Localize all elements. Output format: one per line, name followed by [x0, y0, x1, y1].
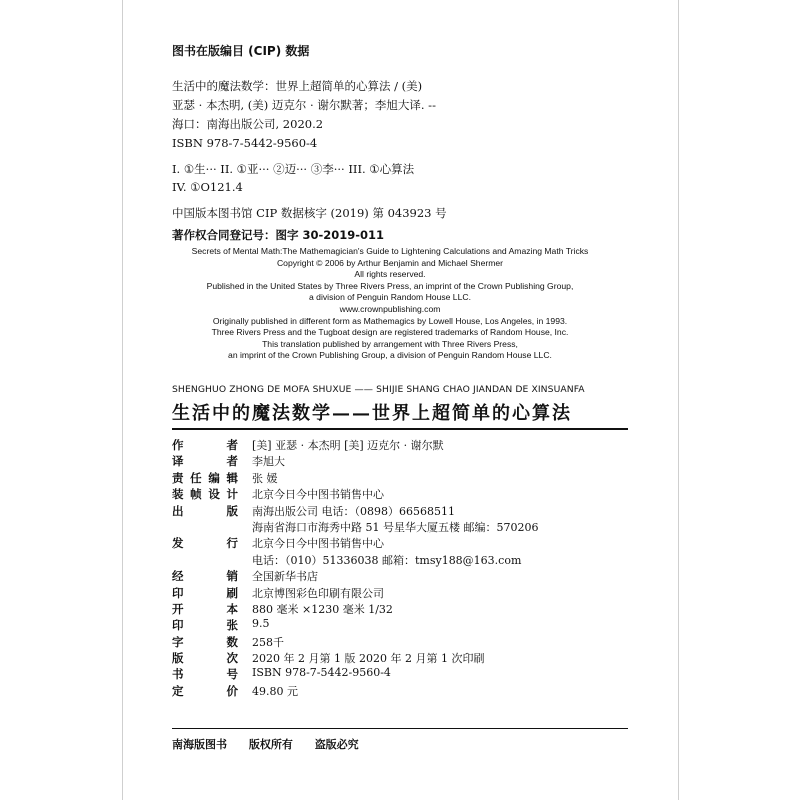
cip-heading: 图书在版编目 (CIP) 数据	[172, 44, 310, 58]
info-row	[172, 437, 628, 453]
info-value: 北京今日今中图书销售中心	[252, 537, 384, 551]
footer-text: 盗版必究	[314, 738, 359, 751]
info-row	[172, 552, 628, 568]
info-row	[172, 503, 628, 519]
cip-line: 海口：南海出版公司, 2020.2	[172, 117, 324, 131]
copyright-line: Published in the United States by Three Rivers Press, an imprint of the Crown Publishing Group,	[206, 280, 574, 291]
info-value: 全国新华书店	[252, 570, 318, 584]
footer-divider	[172, 728, 628, 729]
title-divider	[172, 428, 628, 430]
copyright-line: www.crownpublishing.com	[339, 303, 441, 314]
footer-text: 版权所有	[248, 738, 293, 751]
footer-text: 南海版图书	[172, 738, 227, 751]
copyright-line: Copyright © 2006 by Arthur Benjamin and Michael Shermer	[276, 257, 504, 268]
info-row	[172, 634, 628, 650]
info-value: 9.5	[252, 617, 270, 631]
info-value: 张 媛	[252, 471, 278, 485]
info-row	[172, 617, 628, 633]
info-label: 作者	[172, 438, 238, 452]
info-label: 译者	[172, 454, 238, 469]
info-value: 李旭大	[252, 455, 285, 469]
contract-registration: 著作权合同登记号：图字 30-2019-011	[172, 228, 385, 242]
copyright-line: an imprint of the Crown Publishing Group, a division of Penguin Random House LLC.	[228, 350, 552, 361]
copyright-line: Originally published in different form as Mathemagics by Lowell House, Los Angeles, in 1993.	[212, 315, 568, 326]
info-label: 字数	[172, 634, 238, 649]
info-label: 装帧设计	[172, 487, 238, 502]
info-row	[172, 585, 628, 601]
info-label: 开本	[172, 601, 238, 616]
title-pinyin: SHENGHUO ZHONG DE MOFA SHUXUE —— SHIJIE SHANG CHAO JIANDAN DE XINSUANFA	[172, 384, 585, 395]
info-row	[172, 650, 628, 666]
info-label: 印张	[172, 618, 238, 633]
info-row	[172, 486, 628, 502]
page-edge-left	[122, 0, 123, 800]
info-label: 书号	[172, 667, 238, 682]
info-label: 出版	[172, 503, 238, 518]
rights-footer	[172, 736, 377, 752]
info-value: 2020 年 2 月第 1 版 2020 年 2 月第 1 次印刷	[252, 652, 485, 666]
copyright-line: Three Rivers Press and the Tugboat design are registered trademarks of Random House, Inc.	[211, 327, 569, 338]
cip-line: 亚瑟 · 本杰明, (美) 迈克尔 · 谢尔默著；李旭大译. --	[172, 98, 436, 112]
info-row	[172, 683, 628, 699]
info-value: 北京博图彩色印刷有限公司	[252, 586, 384, 600]
info-value: 南海出版公司 电话：（0898）66568511	[252, 504, 455, 518]
info-value: 880 毫米 ×1230 毫米 1/32	[252, 602, 393, 616]
cip-line: 生活中的魔法数学：世界上超简单的心算法 / (美)	[172, 79, 423, 93]
info-row	[172, 453, 628, 469]
info-label: 定价	[172, 683, 238, 698]
page-edge-right	[678, 0, 679, 800]
info-value: 49.80 元	[252, 684, 298, 698]
info-label: 发行	[172, 536, 238, 551]
info-label: 责任编辑	[172, 470, 238, 485]
copyright-line: a division of Penguin Random House LLC.	[309, 292, 471, 303]
info-value: 北京今日今中图书销售中心	[252, 488, 384, 502]
info-row	[172, 470, 628, 486]
copyright-line: This translation published by arrangement with Three Rivers Press,	[262, 338, 518, 349]
publication-info-table	[172, 437, 628, 699]
info-label: 印刷	[172, 585, 238, 600]
info-label: 经销	[172, 569, 238, 584]
copyright-line: All rights reserved.	[354, 269, 426, 280]
info-row	[172, 519, 628, 535]
info-value: 258千	[252, 635, 284, 649]
book-title: 生活中的魔法数学——世界上超简单的心算法	[172, 403, 572, 424]
copyright-notice	[150, 246, 630, 362]
info-row	[172, 535, 628, 551]
info-value: 海南省海口市海秀中路 51 号星华大厦五楼 邮编：570206	[252, 520, 539, 534]
info-row	[172, 568, 628, 584]
info-row	[172, 601, 628, 617]
cip-isbn: ISBN 978-7-5442-9560-4	[172, 136, 318, 150]
cip-classification-code: IV. ①O121.4	[172, 180, 243, 194]
info-value: [美] 亚瑟 · 本杰明 [美] 迈克尔 · 谢尔默	[252, 439, 444, 452]
cip-verification: 中国版本图书馆 CIP 数据核字 (2019) 第 043923 号	[172, 206, 447, 220]
info-value: ISBN 978-7-5442-9560-4	[252, 666, 391, 680]
info-label: 版次	[172, 651, 238, 666]
copyright-line: Secrets of Mental Math:The Mathemagician's Guide to Lightening Calculations and Amazing Math Tricks	[191, 246, 589, 256]
info-value: 电话：（010）51336038 邮箱：tmsy188@163.com	[252, 553, 522, 567]
info-row	[172, 666, 628, 682]
cip-classification: I. ①生··· II. ①亚··· ②迈··· ③李··· III. ①心算法	[172, 162, 415, 176]
